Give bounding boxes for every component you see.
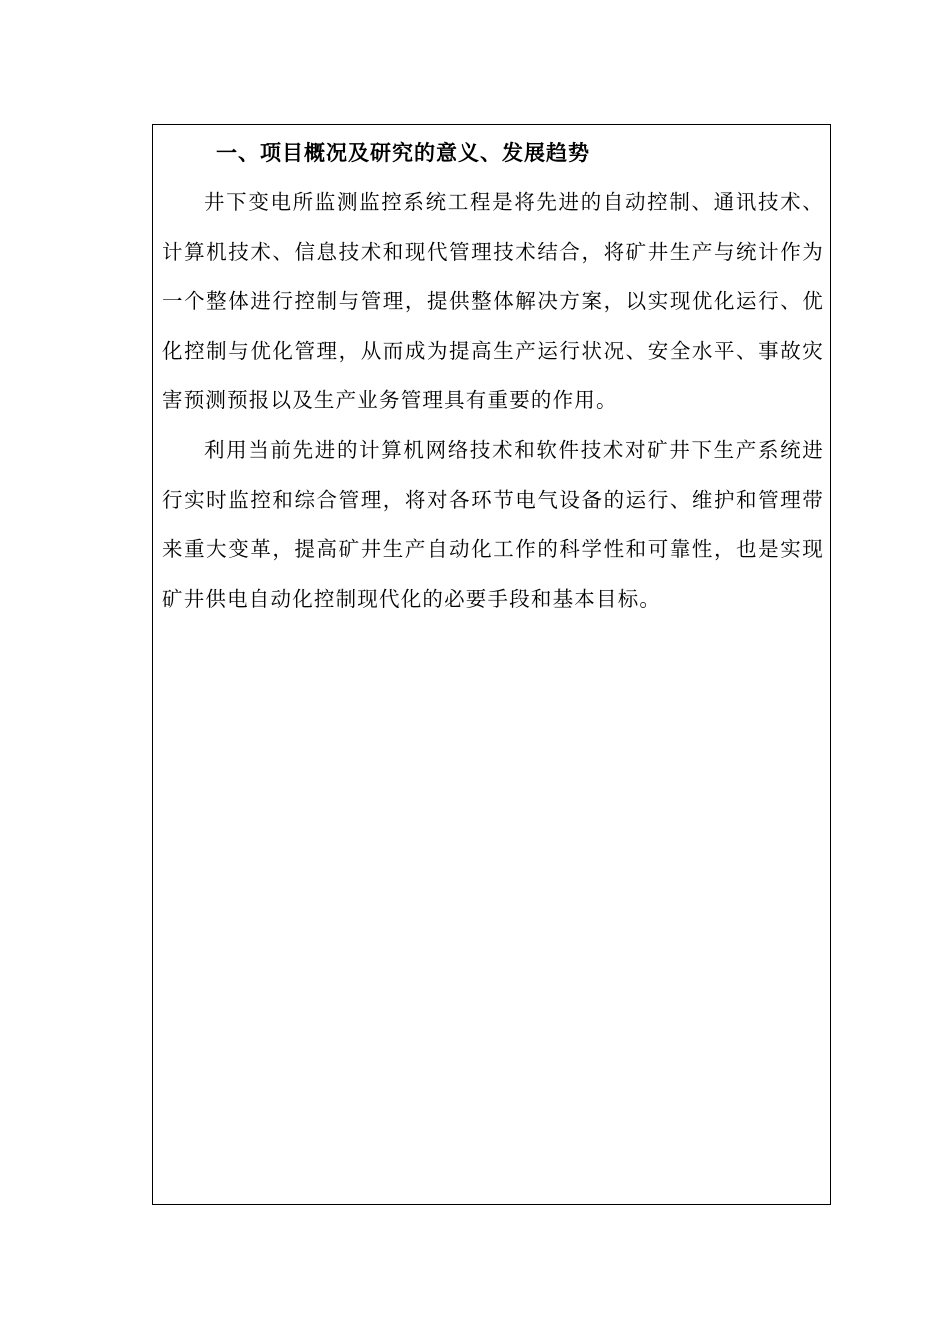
section-heading: 一、项目概况及研究的意义、发展趋势 [216,140,590,165]
paragraph-overview: 井下变电所监测监控系统工程是将先进的自动控制、通讯技术、计算机技术、信息技术和现代管理技术结合，将矿井生产与统计作为一个整体进行控制与管理，提供整体解决方案，以实现优化运行、优化控制与优化管理，从而成为提高生产运行状况、安全水平、事故灾害预测预报以及生产业务管理具有重要的作用。 [162,190,824,412]
paragraph-significance: 利用当前先进的计算机网络技术和软件技术对矿井下生产系统进行实时监控和综合管理，将对各环节电气设备的运行、维护和管理带来重大变革，提高矿井生产自动化工作的科学性和可靠性，也是实现矿井供电自动化控制现代化的必要手段和基本目标。 [162,438,824,611]
